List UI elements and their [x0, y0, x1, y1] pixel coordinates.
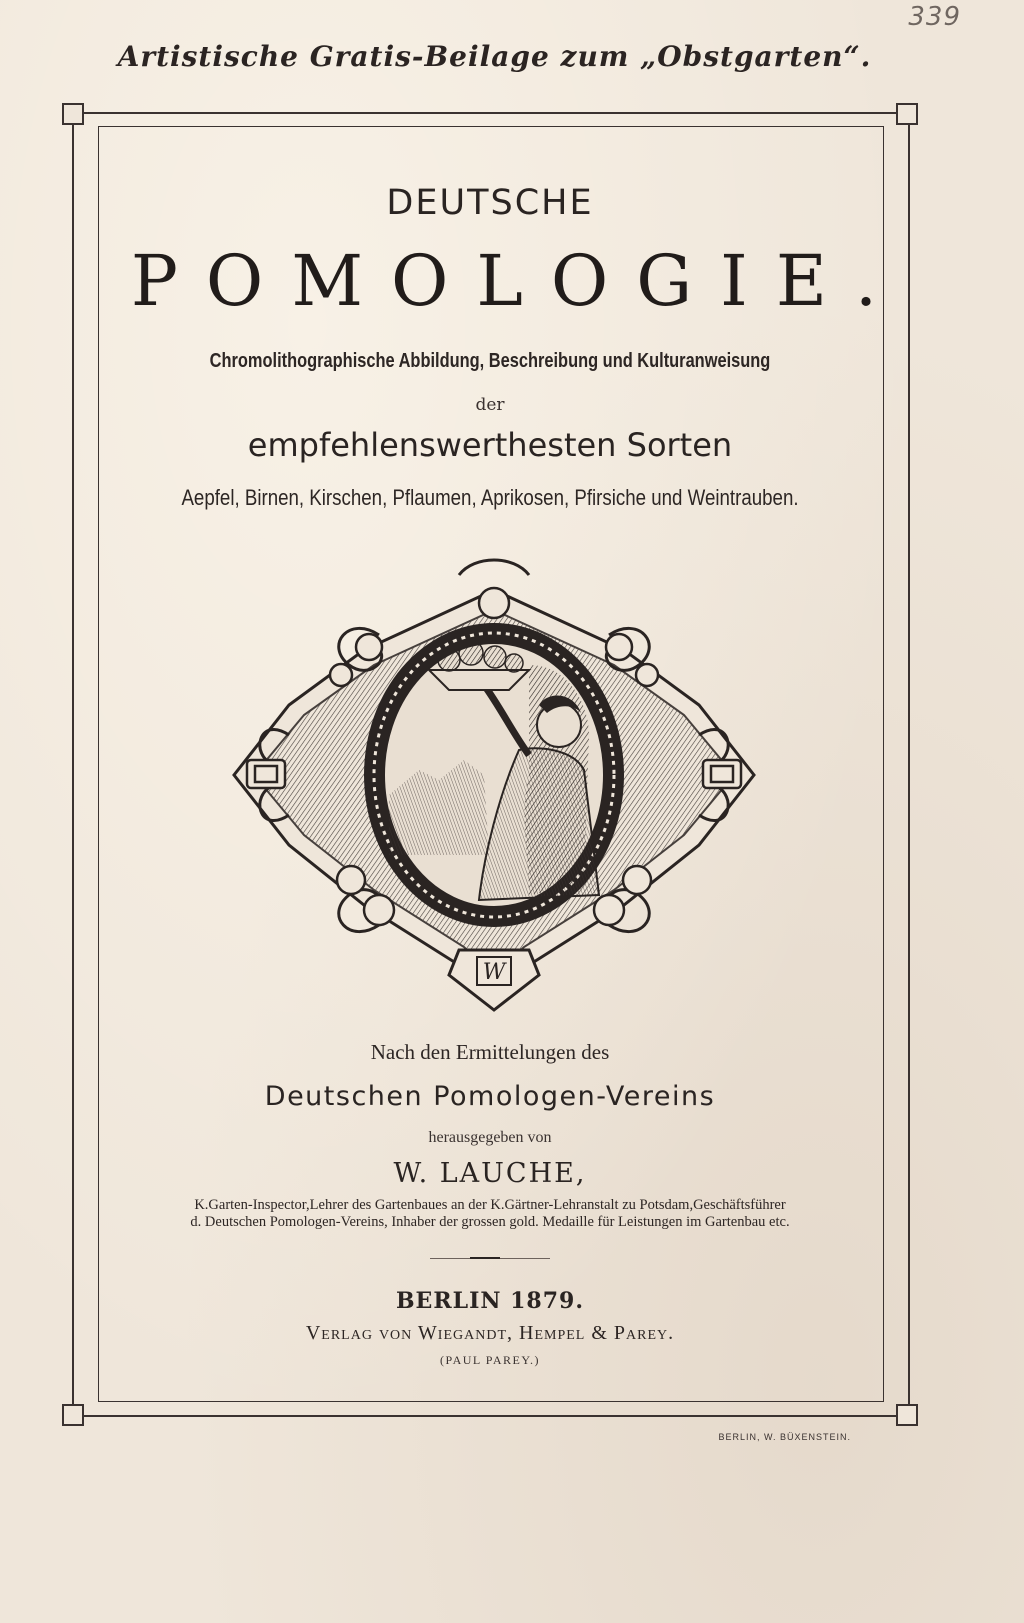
society-name: Deutschen Pomologen-Vereins: [264, 1081, 716, 1112]
subtitle: Chromolithographische Abbildung, Beschreibung und Kulturanweisung: [209, 350, 771, 372]
corner-ornament-bottom-left: [62, 1404, 84, 1426]
handwritten-shelfmark: 339: [908, 2, 961, 32]
corner-ornament-top-left: [62, 103, 84, 125]
publisher: Verlag von Wiegandt, Hempel & Parey.: [305, 1322, 675, 1344]
fruit-list: Aepfel, Birnen, Kirschen, Pflaumen, Aprikosen, Pfirsiche und Weintrauben.: [181, 485, 799, 510]
divider: [470, 1257, 500, 1259]
editor-credentials: [98, 1197, 882, 1231]
cartouche-vignette-icon: [229, 555, 759, 1015]
editor-credentials-line-2: d. Deutschen Pomologen-Vereins, Inhaber der grossen gold. Medaille für Leistungen im Gartenbau etc.: [190, 1214, 790, 1230]
editor-intro: herausgegeben von: [428, 1129, 552, 1146]
supplement-line: Artistische Gratis-Beilage zum „Obstgarten“.: [117, 40, 872, 73]
subject-line: empfehlenswerthesten Sorten: [247, 426, 733, 464]
source-intro: Nach den Ermittelungen des: [370, 1040, 610, 1064]
vignette-monogram: W: [482, 960, 506, 985]
printer-credit: BERLIN, W. BÜXENSTEIN.: [718, 1432, 851, 1442]
corner-ornament-bottom-right: [896, 1404, 918, 1426]
main-title: POMOLOGIE.: [130, 240, 906, 322]
editor-credentials-line-1: K.Garten-Inspector,Lehrer des Gartenbaues an der K.Gärtner-Lehranstalt zu Potsdam,Geschäftsführer: [194, 1197, 786, 1213]
title-line-1: DEUTSCHE: [386, 183, 594, 223]
place-year: BERLIN 1879.: [395, 1288, 585, 1314]
connector-word: der: [475, 395, 505, 415]
editor-name: W. LAUCHE,: [393, 1158, 587, 1189]
corner-ornament-top-right: [896, 103, 918, 125]
publisher-note: (PAUL PAREY.): [440, 1353, 540, 1367]
